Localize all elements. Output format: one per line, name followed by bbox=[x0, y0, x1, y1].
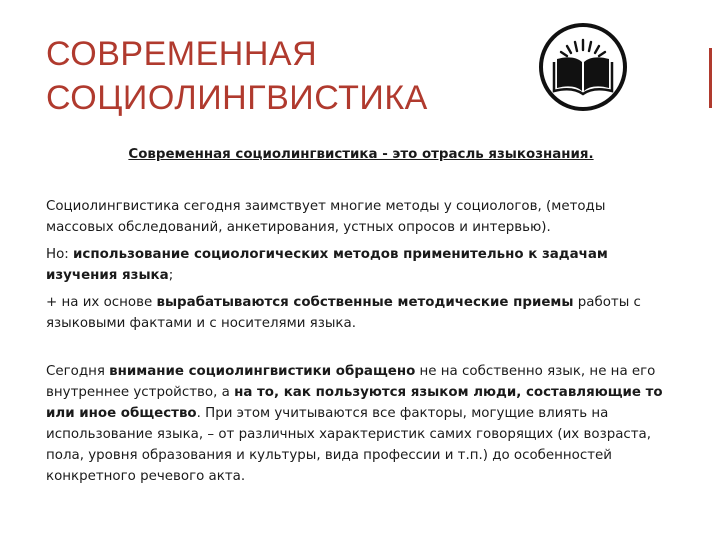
paragraph-but-tail: ; bbox=[168, 268, 174, 283]
paragraph-plus-lead: + на их основе bbox=[46, 295, 157, 310]
accent-bar bbox=[709, 48, 712, 108]
slide-title bbox=[46, 32, 516, 120]
paragraph-plus-tail: работы с языковыми фактами и с носителями языка. bbox=[46, 295, 641, 331]
paragraph-today-text-2: не на собственно язык, не на его внутреннее устройство, а bbox=[46, 364, 656, 400]
slide-subtitle: Современная социолингвистика - это отрасль языкознания. bbox=[128, 147, 594, 162]
paragraph-but-emphasis: использование социологических методов применительно к задачам изучения языка bbox=[46, 247, 608, 283]
paragraph-but bbox=[46, 244, 676, 286]
paragraph-plus bbox=[46, 292, 676, 334]
paragraph-methods: Социолингвистика сегодня заимствует многие методы у социологов, (методы массовых обследований, анкетирования, устных опросов и интервью). bbox=[46, 199, 606, 235]
open-book-icon bbox=[537, 21, 629, 113]
title-line-2: СОЦИОЛИНГВИСТИКА bbox=[46, 79, 428, 117]
slide-body bbox=[46, 144, 676, 493]
paragraph-today-emphasis-2: на то, как пользуются языком люди, составляющие то или иное общество bbox=[46, 385, 663, 421]
paragraph-today-text-1: Сегодня bbox=[46, 364, 110, 379]
paragraph-but-lead: Но: bbox=[46, 247, 74, 262]
paragraph-today bbox=[46, 361, 676, 487]
paragraph-today-emphasis-1: внимание социолингвистики обращено bbox=[109, 364, 416, 379]
title-line-1: СОВРЕМЕННАЯ bbox=[46, 35, 318, 73]
paragraph-today-text-3: . При этом учитываются все факторы, могущие влиять на использование языка, – от различных характеристик самих говорящих (их возраста, пола, уровня образования и культуры, вида профессии и т.п.) до особенностей конкретного речевого акта. bbox=[46, 406, 652, 484]
paragraph-plus-emphasis: вырабатываются собственные методические приемы bbox=[156, 295, 574, 310]
